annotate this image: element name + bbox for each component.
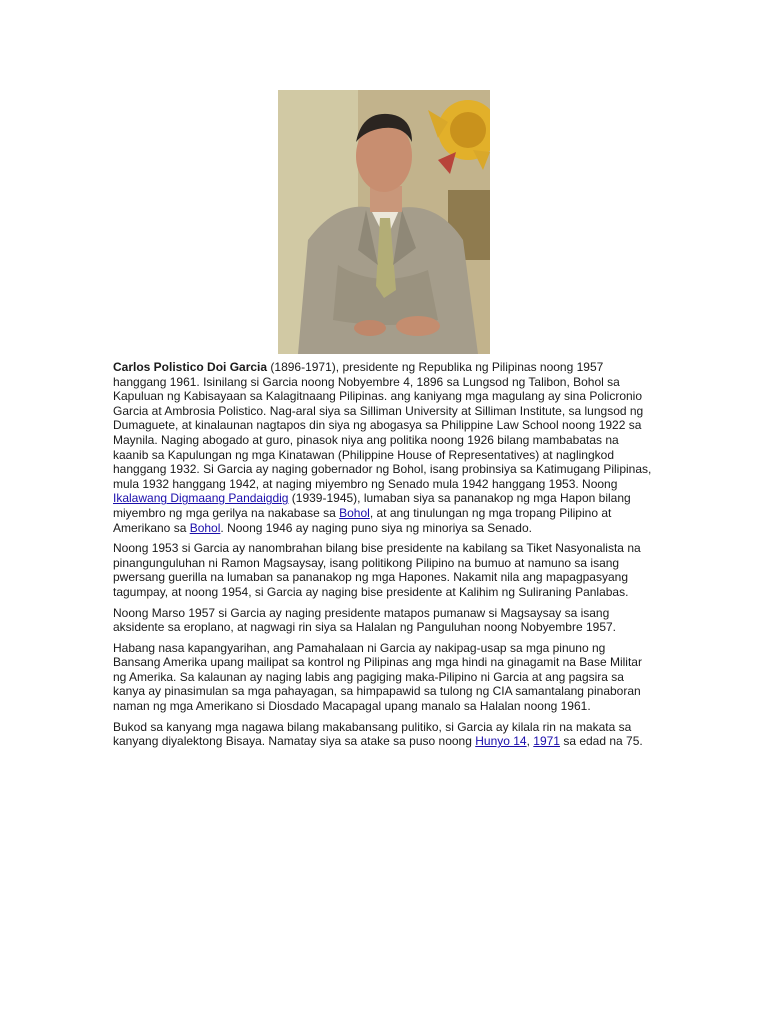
paragraph-death (113, 720, 653, 749)
article-body (113, 360, 653, 755)
paragraph-vice-presidency: Noong 1953 si Garcia ay nanombrahan bilang bise presidente na kabilang sa Tiket Nasyonalista na pinangunguluhan ni Ramon Magsaysay, isang politikong Pilipino na bumuo at namuno sa isang pwersang guerilla na lumaban sa pananakop ng mga Hapones. Nakamit nila ang mapagpasyang tagumpay, at noong 1954, si Garcia ay naging bise presidente at Kalihim ng Suliraning Panlabas. (113, 541, 641, 599)
link-ikalawang-digmaang-pandaigdig[interactable]: Ikalawang Digmaang Pandaigdig (113, 491, 289, 506)
text-segment: , (526, 734, 534, 749)
link-hunyo-14[interactable]: Hunyo 14 (475, 734, 527, 749)
text-segment: . Noong 1946 ay naging puno siya ng minoriya sa Senado. (220, 520, 532, 535)
text-segment: (1896-1971), presidente ng Republika ng Pilipinas noong 1957 hanggang 1961. Isinilang si Garcia noong Nobyembre 4, 1896 sa Lungsod ng Talibon, Bohol sa Kapuluan ng Kabisayaan sa Kalagitnaang Pilipinas. ang kaniyang mga magulang ay sina Policronio Garcia at Ambrosia Polistico. Nag-aral siya sa Silliman University at Silliman Institute, sa lungsod ng Dumaguete, at kinalaunan nagtapos din siya ng abogasya sa Philippine Law School noong 1922 sa Maynila. Naging abogado at guro, pinasok niya ang politika noong 1926 bilang mambabatas na kaanib sa Kapulungan ng mga Kinatawan (Philippine House of Representatives) at naglingkod hanggang 1932. Si Garcia ay naging gobernador ng Bohol, isang probinsiya sa Katimugang Pilipinas, mula 1932 hanggang 1942, at naging miyembro ng Senado mula 1942 hanggang 1953. Noong (113, 360, 652, 491)
paragraph-biography (113, 360, 653, 535)
text-segment: (1939-1945), lumaban siya sa pananakop ng mga Hapon bilang miyembro ng mga gerilya na nakabase sa (113, 491, 631, 520)
link-1971[interactable]: 1971 (533, 734, 560, 749)
subject-name: Carlos Polistico Doi Garcia (113, 360, 268, 374)
link-bohol[interactable]: Bohol (339, 505, 370, 520)
link-bohol[interactable]: Bohol (189, 520, 221, 535)
paragraph-presidency: Noong Marso 1957 si Garcia ay naging presidente matapos pumanaw si Magsaysay sa isang aksidente sa eroplano, at nagwagi rin siya sa Halalan ng Panguluhan noong Nobyembre 1957. (113, 605, 617, 635)
text-segment: Bukod sa kanyang mga nagawa bilang makabansang pulitiko, si Garcia ay kilala rin na makata sa kanyang diyalektong Bisaya. Namatay siya sa atake sa puso noong (113, 719, 632, 749)
text-segment: , at ang tinulungan ng mga tropang Pilipino at Amerikano sa (113, 505, 612, 535)
portrait-image (278, 90, 490, 354)
paragraph-administration: Habang nasa kapangyarihan, ang Pamahalaan ni Garcia ay nakipag-usap sa mga pinuno ng Bansang Amerika upang mailipat sa kontrol ng Pilipinas ang mga hindi na ginagamit na Base Militar ng Amerika. Sa kalaunan ay naging labis ang pagiging maka-Pilipino ni Garcia at ang pagsira sa kanya ay pinasimulan sa mga pahayagan, sa himpapawid sa tulong ng CIA samantalang pinaboran naman ng mga Amerikano si Diosdado Macapagal upang manalo sa Halalan noong 1961. (113, 640, 642, 714)
portrait-photo-icon (278, 90, 490, 354)
text-segment: sa edad na 75. (559, 734, 643, 749)
